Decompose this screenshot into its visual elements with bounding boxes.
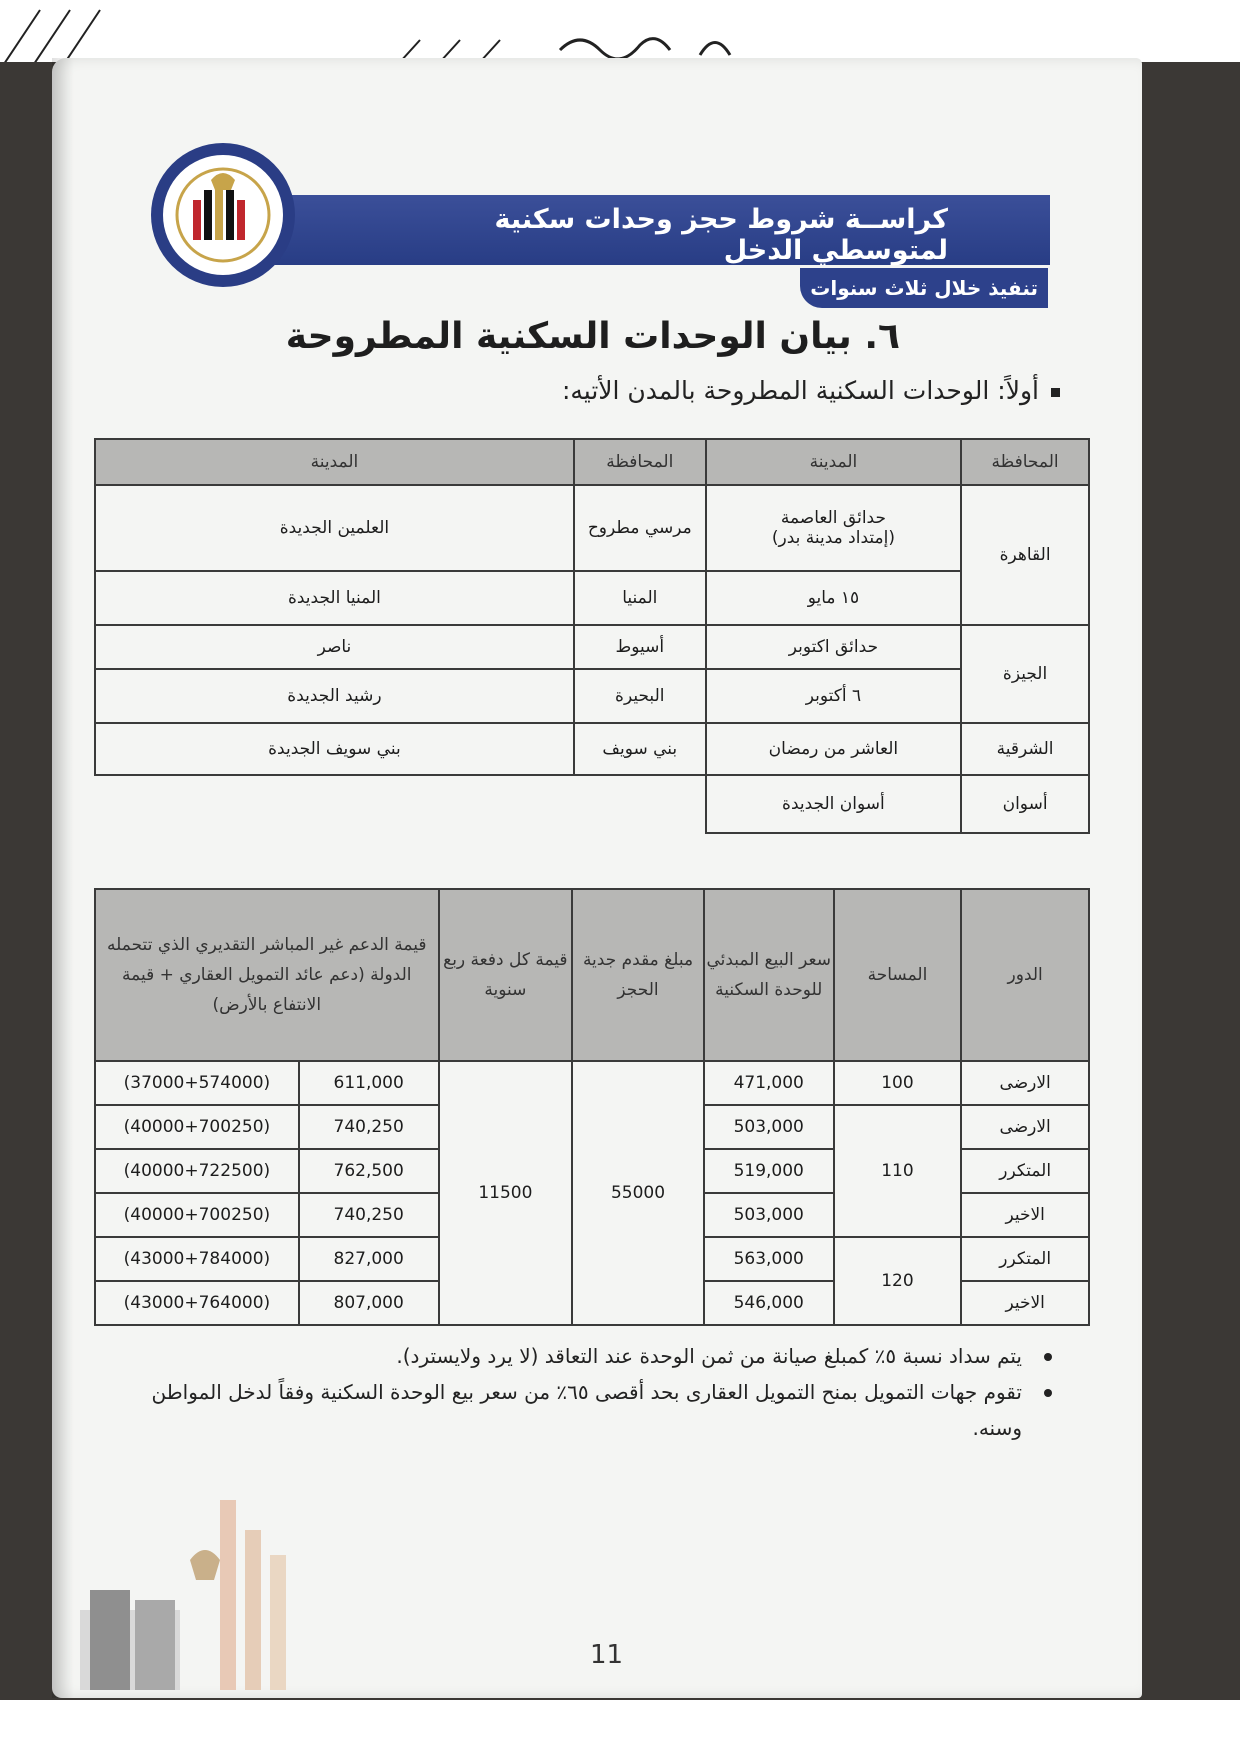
city-cell: المنيا الجديدة: [95, 571, 574, 625]
subsidy-total-cell: 762,500: [299, 1149, 439, 1193]
city-cell: أسوان الجديدة: [706, 775, 961, 833]
section-intro: [360, 376, 1060, 405]
price-cell: 503,000: [704, 1105, 834, 1149]
city-cell: العاشر من رمضان: [706, 723, 961, 775]
bottom-background: [0, 1700, 1240, 1755]
eagle-icon: [190, 1550, 220, 1580]
price-cell: 471,000: [704, 1061, 834, 1105]
table-row: [95, 625, 1089, 669]
gov-cell: أسيوط: [574, 625, 706, 669]
gov-cell: أسوان: [961, 775, 1089, 833]
gov-cell: الجيزة: [961, 625, 1089, 723]
city-cell: حدائق اكتوبر: [706, 625, 961, 669]
header-area: المساحة: [834, 889, 962, 1061]
subsidy-total-cell: 740,250: [299, 1105, 439, 1149]
header-subsidy: قيمة الدعم غير المباشر التقديري الذي تتحمله الدولة (دعم عائد التمويل العقاري + قيمة الانتفاع بالأرض): [95, 889, 439, 1061]
floor-cell: المتكرر: [961, 1237, 1089, 1281]
floor-cell: الاخير: [961, 1281, 1089, 1325]
price-cell: 503,000: [704, 1193, 834, 1237]
header-city: المدينة: [706, 439, 961, 485]
subsidy-breakdown-cell: (40000+700250): [95, 1105, 299, 1149]
units-pricing-table: [94, 888, 1090, 1326]
quarterly-cell: 11500: [439, 1061, 573, 1325]
city-name: حدائق العاصمة: [780, 508, 886, 528]
empty-cell: [95, 775, 574, 833]
header-quarterly: قيمة كل دفعة ربع سنوية: [439, 889, 573, 1061]
page-number: 11: [590, 1640, 624, 1670]
floor-cell: الاخير: [961, 1193, 1089, 1237]
floor-cell: الارضى: [961, 1061, 1089, 1105]
table-row: [95, 485, 1089, 571]
gov-cell: مرسي مطروح: [574, 485, 706, 571]
subsidy-total-cell: 611,000: [299, 1061, 439, 1105]
list-item: [96, 1374, 1056, 1446]
header-governorate: المحافظة: [961, 439, 1089, 485]
price-cell: 519,000: [704, 1149, 834, 1193]
table-row: [95, 1061, 1089, 1105]
table-row: [95, 571, 1089, 625]
square-bullet-icon: [1051, 388, 1060, 397]
table-row: [95, 775, 1089, 833]
buildings-decoration: [80, 1500, 310, 1690]
subsidy-breakdown-cell: (43000+784000): [95, 1237, 299, 1281]
handwriting-marks: [0, 0, 1240, 62]
floor-cell: الارضى: [961, 1105, 1089, 1149]
cities-header-row: [95, 439, 1089, 485]
area-cell: 120: [834, 1237, 962, 1325]
floor-cell: المتكرر: [961, 1149, 1089, 1193]
header-city: المدينة: [95, 439, 574, 485]
notes-list: [96, 1338, 1056, 1446]
price-cell: 563,000: [704, 1237, 834, 1281]
list-item: [96, 1338, 1056, 1374]
gov-cell: البحيرة: [574, 669, 706, 723]
cities-table: [94, 438, 1090, 834]
table-row: [95, 669, 1089, 723]
down-payment-cell: 55000: [572, 1061, 704, 1325]
subsidy-breakdown-cell: (43000+764000): [95, 1281, 299, 1325]
subsidy-total-cell: 740,250: [299, 1193, 439, 1237]
subsidy-breakdown-cell: (40000+722500): [95, 1149, 299, 1193]
table-row: [95, 723, 1089, 775]
empty-cell: [574, 775, 706, 833]
header-down-payment: مبلغ مقدم جدية الحجز: [572, 889, 704, 1061]
area-cell: 110: [834, 1105, 962, 1237]
city-cell: بني سويف الجديدة: [95, 723, 574, 775]
city-cell: ١٥ مايو: [706, 571, 961, 625]
banner-subtitle: تنفيذ خلال ثلاث سنوات: [810, 276, 1038, 300]
subsidy-breakdown-cell: (37000+574000): [95, 1061, 299, 1105]
subsidy-breakdown-cell: (40000+700250): [95, 1193, 299, 1237]
header-governorate: المحافظة: [574, 439, 706, 485]
top-background-paper: [0, 0, 1240, 62]
gov-cell: بني سويف: [574, 723, 706, 775]
gov-cell: الشرقية: [961, 723, 1089, 775]
city-cell: ٦ أكتوبر: [706, 669, 961, 723]
note-text: تقوم جهات التمويل بمنح التمويل العقارى بحد أقصى ٦٥٪ من سعر بيع الوحدة السكنية وفقاً لدخل المواطن وسنه.: [151, 1380, 1022, 1440]
banner-title: كراســة شروط حجز وحدات سكنية لمتوسطي الدخل: [494, 204, 948, 266]
subsidy-total-cell: 807,000: [299, 1281, 439, 1325]
area-cell: 100: [834, 1061, 962, 1105]
city-cell: رشيد الجديدة: [95, 669, 574, 723]
note-text: يتم سداد نسبة ٥٪ كمبلغ صيانة من ثمن الوحدة عند التعاقد (لا يرد ولايسترد).: [396, 1344, 1022, 1368]
bullet-icon: [1044, 1353, 1052, 1361]
section-title: ٦. بيان الوحدات السكنية المطروحة: [285, 316, 900, 357]
city-cell: ناصر: [95, 625, 574, 669]
price-cell: 546,000: [704, 1281, 834, 1325]
subsidy-total-cell: 827,000: [299, 1237, 439, 1281]
header-price: سعر البيع المبدئي للوحدة السكنية: [704, 889, 834, 1061]
bullet-icon: [1044, 1389, 1052, 1397]
city-cell: [706, 485, 961, 571]
city-cell: العلمين الجديدة: [95, 485, 574, 571]
fund-logo: [148, 140, 298, 290]
units-header-row: [95, 889, 1089, 1061]
header-floor: الدور: [961, 889, 1089, 1061]
intro-text: أولاً: الوحدات السكنية المطروحة بالمدن الأتيه:: [561, 376, 1039, 405]
gov-cell: القاهرة: [961, 485, 1089, 625]
gov-cell: المنيا: [574, 571, 706, 625]
city-note: (إمتداد مدينة بدر): [771, 528, 895, 548]
